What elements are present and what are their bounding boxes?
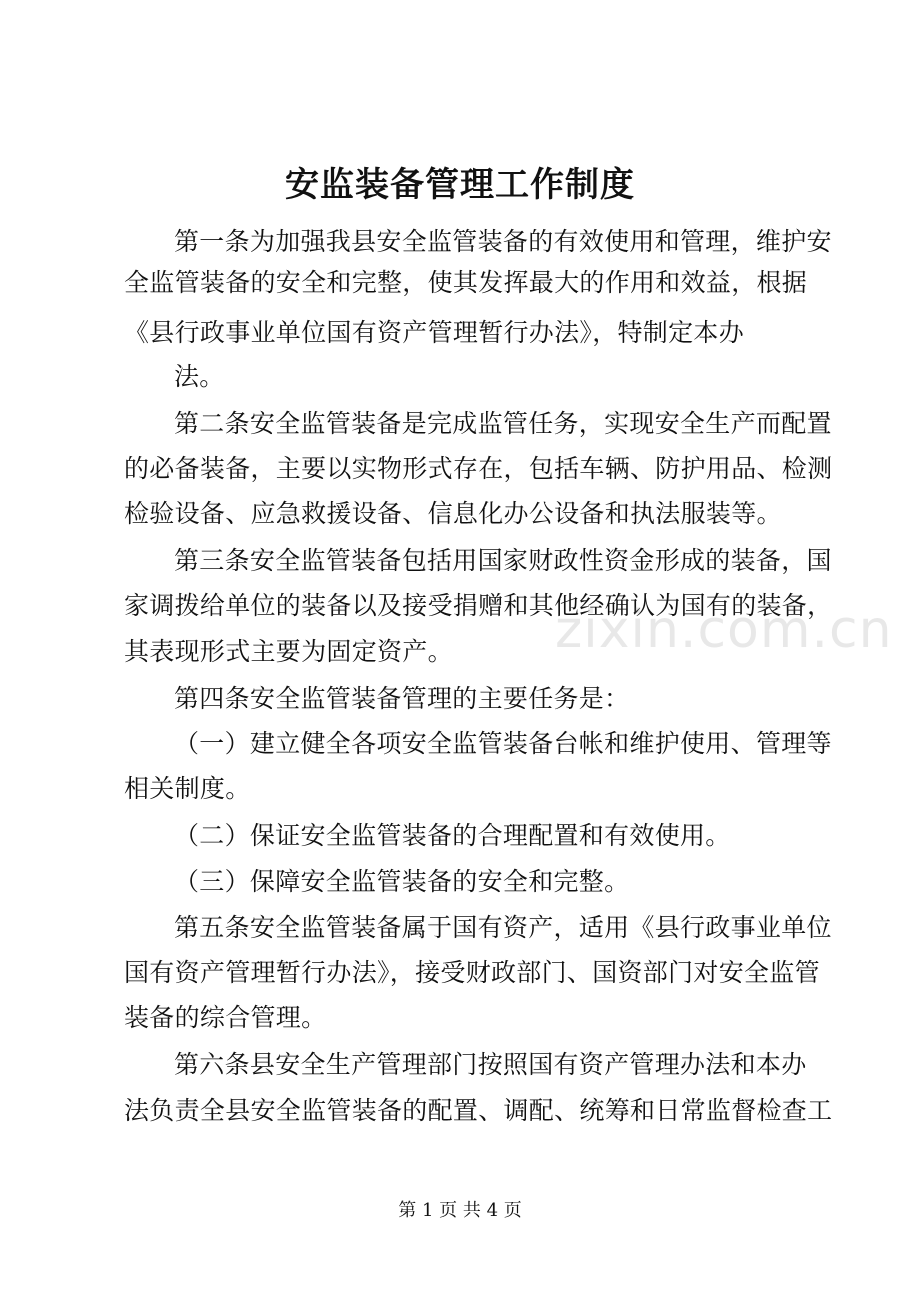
text-line: 相关制度。 xyxy=(124,774,251,803)
text-line: 法。 xyxy=(174,362,225,391)
watermark: zixin.com.cn xyxy=(555,600,893,660)
text-line: 法负责全县安全监管装备的配置、调配、统筹和日常监督检查工 xyxy=(124,1096,833,1125)
text-line: 装备的综合管理。 xyxy=(124,1003,327,1032)
text-line: 第四条安全监管装备管理的主要任务是： xyxy=(174,684,630,713)
text-line: 家调拨给单位的装备以及接受捐赠和其他经确认为国有的装备， xyxy=(124,591,833,620)
text-line: （二）保证安全监管装备的合理配置和有效使用。 xyxy=(174,821,731,850)
page-footer: 第 1 页 共 4 页 xyxy=(398,1200,522,1221)
text-line: 第五条安全监管装备属于国有资产，适用《县行政事业单位 xyxy=(174,913,832,942)
text-line: 第三条安全监管装备包括用国家财政性资金形成的装备，国 xyxy=(174,546,832,575)
text-line: 《县行政事业单位国有资产管理暂行办法》，特制定本办 xyxy=(124,318,745,347)
text-line: 国有资产管理暂行办法》，接受财政部门、国资部门对安全监管 xyxy=(124,958,820,987)
text-line: 第二条安全监管装备是完成监管任务，实现安全生产而配置 xyxy=(174,409,832,438)
text-line: （三）保障安全监管装备的安全和完整。 xyxy=(174,867,630,896)
text-line: 第六条县安全生产管理部门按照国有资产管理办法和本办 xyxy=(174,1050,807,1079)
document-title: 安监装备管理工作制度 xyxy=(285,165,635,205)
text-line: 其表现形式主要为固定资产。 xyxy=(124,637,453,666)
text-line: 全监管装备的安全和完整，使其发挥最大的作用和效益，根据 xyxy=(124,268,808,297)
text-line: 第一条为加强我县安全监管装备的有效使用和管理，维护安 xyxy=(174,227,832,256)
text-line: 的必备装备，主要以实物形式存在，包括车辆、防护用品、检测 xyxy=(124,454,833,483)
text-line: （一）建立健全各项安全监管装备台帐和维护使用、管理等 xyxy=(174,729,832,758)
text-line: 检验设备、应急救援设备、信息化办公设备和执法服装等。 xyxy=(124,499,782,528)
